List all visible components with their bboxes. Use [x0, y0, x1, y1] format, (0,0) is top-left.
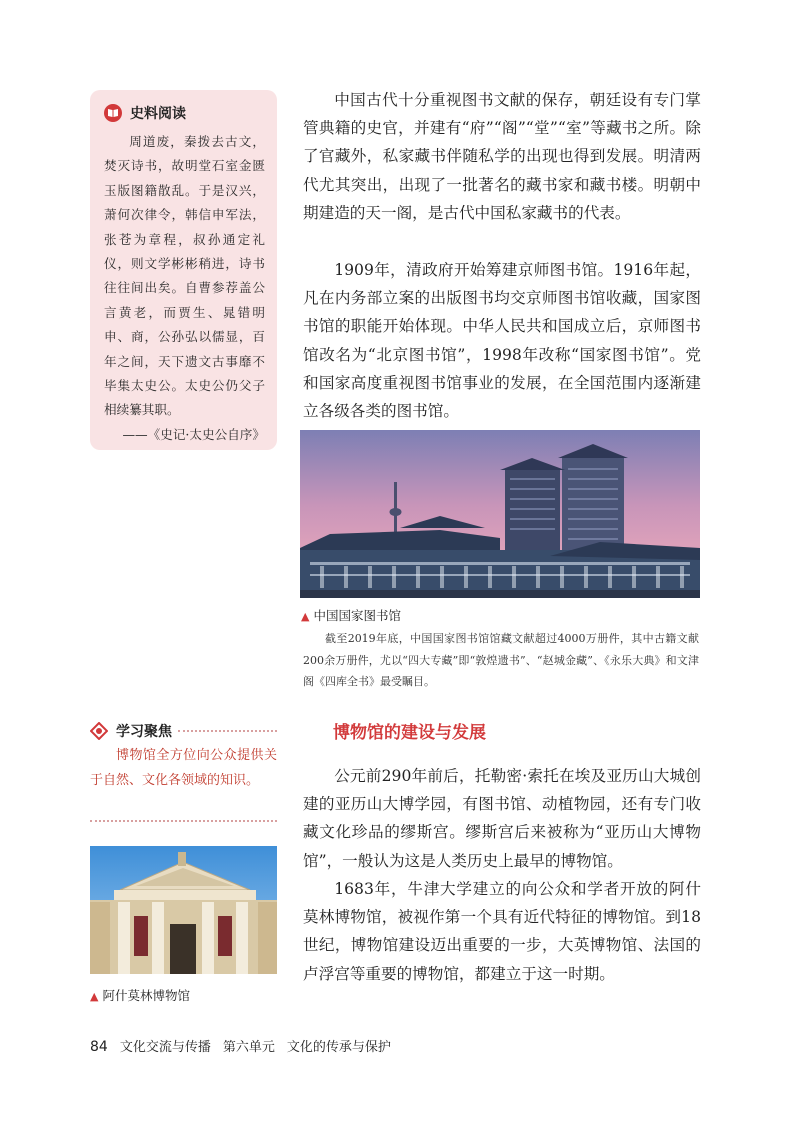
- footer-unit: 第六单元: [222, 1040, 275, 1055]
- learning-focus-header: [90, 720, 277, 742]
- source-reading-title: 史料阅读: [130, 106, 186, 122]
- paragraph-national-library: 1909年，清政府开始筹建京师图书馆。1916年起，凡在内务部立案的出版图书均交京师图书馆收藏，国家图书馆的职能开始体现。中华人民共和国成立后，京师图书馆改名为“北京图书馆”，1998年改称“国家图书馆”。党和国家高度重视图书馆事业的发展，在全国范围内逐渐建立各级各类的图书馆。: [303, 261, 701, 421]
- source-reading-header: [104, 102, 265, 124]
- footer-book-title: 文化交流与传播: [119, 1040, 211, 1055]
- book-icon: [104, 104, 122, 122]
- source-reading-box: [90, 90, 277, 450]
- library-photo-note: 截至2019年底，中国国家图书馆馆藏文献超过4000万册件，其中古籍文献200余万册件，尤以“四大专藏”即“敦煌遗书”、“赵城金藏”、《永乐大典》和文津阁《四库全书》最受瞩目。: [303, 632, 699, 688]
- source-reading-text: 周道废，秦拨去古文，焚灭诗书，故明堂石室金匮玉版图籍散乱。于是汉兴，萧何次律令，韩信申军法，张苍为章程，叔孙通定礼仪，则文学彬彬稍进，诗书往往间出矣。自曹参荐盖公言黄老，而贾生、晁错明申、商，公孙弘以儒显，百年之间，天下遗文古事靡不毕集太史公。太史公仍父子相续纂其职。: [104, 134, 265, 418]
- focus-divider: [178, 730, 277, 732]
- footer-unit-title: 文化的传承与保护: [286, 1040, 391, 1055]
- paragraph-ancient-collections: 中国古代十分重视图书文献的保存，朝廷设有专门掌管典籍的史官，并建有“府”“阁”“堂”“室”等藏书之所。除了官藏外，私家藏书伴随私学的出现也得到发展。明清两代尤其突出，出现了一批著名的藏书家和藏书楼。明朝中期建造的天一阁，是古代中国私家藏书的代表。: [303, 91, 701, 222]
- ashmolean-museum-photo: [90, 846, 277, 974]
- section-title-museums: 博物馆的建设与发展: [333, 723, 486, 743]
- learning-focus-text: 博物馆全方位向公众提供关于自然、文化各领域的知识。: [90, 748, 277, 788]
- library-photo-caption: ▲ 中国国家图书馆: [301, 608, 401, 623]
- triangle-marker-icon: ▲: [90, 990, 99, 1003]
- focus-target-icon: [90, 722, 108, 740]
- triangle-marker-icon: ▲: [301, 610, 310, 623]
- source-reading-citation: ——《史记·太史公自序》: [122, 426, 265, 442]
- national-library-photo: [300, 430, 700, 598]
- paragraph-alexandria-museum: 公元前290年前后，托勒密·索托在埃及亚历山大城创建的亚历山大博学园，有图书馆、动植物园，还有专门收藏文化珍品的缪斯宫。缪斯宫后来被称为“亚历山大博物馆”，一般认为这是人类历史上最早的博物馆。: [303, 767, 701, 870]
- focus-divider-bottom: [90, 820, 277, 822]
- learning-focus-title: 学习聚焦: [116, 724, 172, 740]
- paragraph-modern-museums: 1683年，牛津大学建立的向公众和学者开放的阿什莫林博物馆，被视作第一个具有近代特征的博物馆。到18世纪，博物馆建设迈出重要的一步，大英博物馆、法国的卢浮宫等重要的博物馆，都建立于这一时期。: [303, 880, 701, 983]
- ashmolean-photo-caption: ▲ 阿什莫林博物馆: [90, 988, 190, 1003]
- page-number: 84: [90, 1039, 108, 1055]
- page-footer: [90, 1036, 391, 1055]
